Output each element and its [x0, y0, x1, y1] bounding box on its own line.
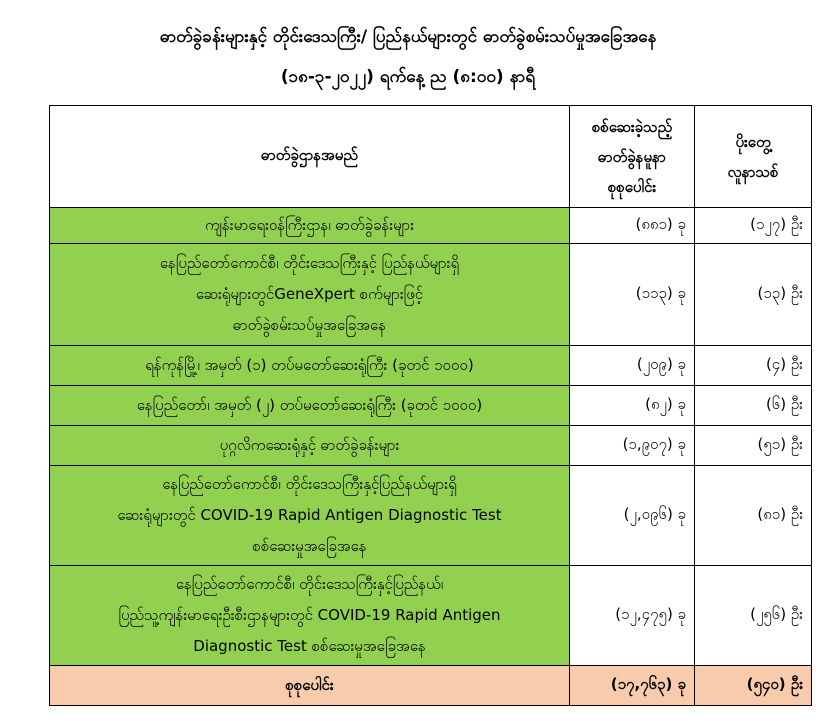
tested-count-cell: (၈၂) ခု	[570, 386, 695, 426]
total-label-cell: စုစုပေါင်း	[50, 666, 570, 706]
header-tested-line: စစ်ဆေးခဲ့သည့်	[591, 117, 673, 136]
lab-name-line: နေပြည်တော်၊ အမှတ် (၂) တပ်မတော်ဆေးရုံကြီး (ခုတင် ၁၀၀၀)	[136, 396, 483, 414]
new-cases-cell: (၈၁) ဦး	[695, 466, 812, 566]
new-cases-cell: (၅၁) ဦး	[695, 426, 812, 466]
tested-count-cell: (၈၈၁) ခု	[570, 208, 695, 244]
total-row	[50, 666, 812, 706]
report-date-time: (၁၈-၃-၂၀၂၂) ရက်နေ့ ည (၈:၀၀) နာရီ	[280, 67, 536, 87]
table-row	[50, 208, 812, 244]
header-cases-line: ပိုးတွေ့	[735, 132, 771, 151]
header-new-cases	[695, 106, 812, 208]
tested-count-cell: (၁၁၃) ခု	[570, 244, 695, 346]
lab-name-line: ဆေးရုံများတွင်GeneXpert စက်များဖြင့်	[195, 285, 424, 303]
new-cases-cell: (၁၂၇) ဦး	[695, 208, 812, 244]
table-row	[50, 386, 812, 426]
new-cases-cell: (၁၃) ဦး	[695, 244, 812, 346]
table-row	[50, 566, 812, 666]
table-row	[50, 244, 812, 346]
tested-count-cell: (၁,၉၀၇) ခု	[570, 426, 695, 466]
new-cases-cell: (၂၅၆) ဦး	[695, 566, 812, 666]
lab-name-line: နေပြည်တော်ကောင်စီ၊ တိုင်းဒေသကြီးနှင့်ပြည်နယ်များရှိ	[162, 475, 457, 493]
new-cases-cell: (၄) ဦး	[695, 346, 812, 386]
lab-name-line: နေပြည်တော်ကောင်စီ၊ တိုင်းဒေသကြီးနှင့်ပြည်နယ်၊	[175, 575, 444, 593]
lab-name-cell	[50, 244, 570, 346]
header-tested-line: ဓာတ်ခွဲနမူနာ	[598, 147, 666, 166]
table-row	[50, 346, 812, 386]
tested-count-cell: (၂,၀၉၆) ခု	[570, 466, 695, 566]
lab-name-line: ဆေးရုံများတွင် COVID-19 Rapid Antigen Diagnostic Test	[117, 506, 502, 524]
lab-name-cell	[50, 566, 570, 666]
tested-count-cell: (၂၀၉) ခု	[570, 346, 695, 386]
header-lab-name: ဓာတ်ခွဲဌာနအမည်	[50, 106, 570, 208]
report-title: ဓာတ်ခွဲခန်းများနှင့် တိုင်းဒေသကြီး/ ပြည်နယ်များတွင် ဓာတ်ခွဲစမ်းသပ်မှုအခြေအနေ	[159, 27, 657, 47]
lab-name-line: Diagnostic Test စစ်ဆေးမှုအခြေအနေ	[193, 637, 426, 655]
lab-name-line: ပြည်သူ့ကျန်းမာရေးဦးစီးဌာနများတွင် COVID-19 Rapid Antigen	[118, 606, 501, 624]
lab-name-line: ဓာတ်ခွဲစမ်းသပ်မှုအခြေအနေ	[233, 316, 386, 334]
lab-name-line: နေပြည်တော်ကောင်စီ၊ တိုင်းဒေသကြီးနှင့် ပြည်နယ်များရှိ	[159, 254, 460, 272]
lab-name-cell	[50, 466, 570, 566]
new-cases-cell: (၆) ဦး	[695, 386, 812, 426]
header-tested-line: စုစုပေါင်း	[607, 177, 657, 196]
lab-name-line: ပုဂ္ဂလိကဆေးရုံနှင့် ဓာတ်ခွဲခန်းများ	[219, 436, 400, 454]
lab-name-cell	[50, 426, 570, 466]
lab-name-line: ကျန်းမာရေးဝန်ကြီးဌာန၊ ဓာတ်ခွဲခန်းများ	[204, 216, 415, 234]
lab-name-cell	[50, 208, 570, 244]
lab-name-cell	[50, 346, 570, 386]
total-cases-cell: (၅၄၀) ဦး	[695, 666, 812, 706]
table-row	[50, 466, 812, 566]
lab-name-cell	[50, 386, 570, 426]
total-tested-cell: (၁၇,၇၆၃) ခု	[570, 666, 695, 706]
lab-testing-table	[49, 105, 812, 706]
table-row	[50, 426, 812, 466]
header-cases-line: လူနာသစ်	[727, 162, 779, 181]
lab-name-line: ရန်ကုန်မြို့၊ အမှတ် (၁) တပ်မတော်ဆေးရုံကြီး (ခုတင် ၁၀၀၀)	[145, 356, 474, 374]
header-tested-samples	[570, 106, 695, 208]
table-header-row	[50, 106, 812, 208]
tested-count-cell: (၁၂,၄၇၅) ခု	[570, 566, 695, 666]
lab-name-line: စစ်ဆေးမှုအခြေအနေ	[252, 537, 367, 555]
